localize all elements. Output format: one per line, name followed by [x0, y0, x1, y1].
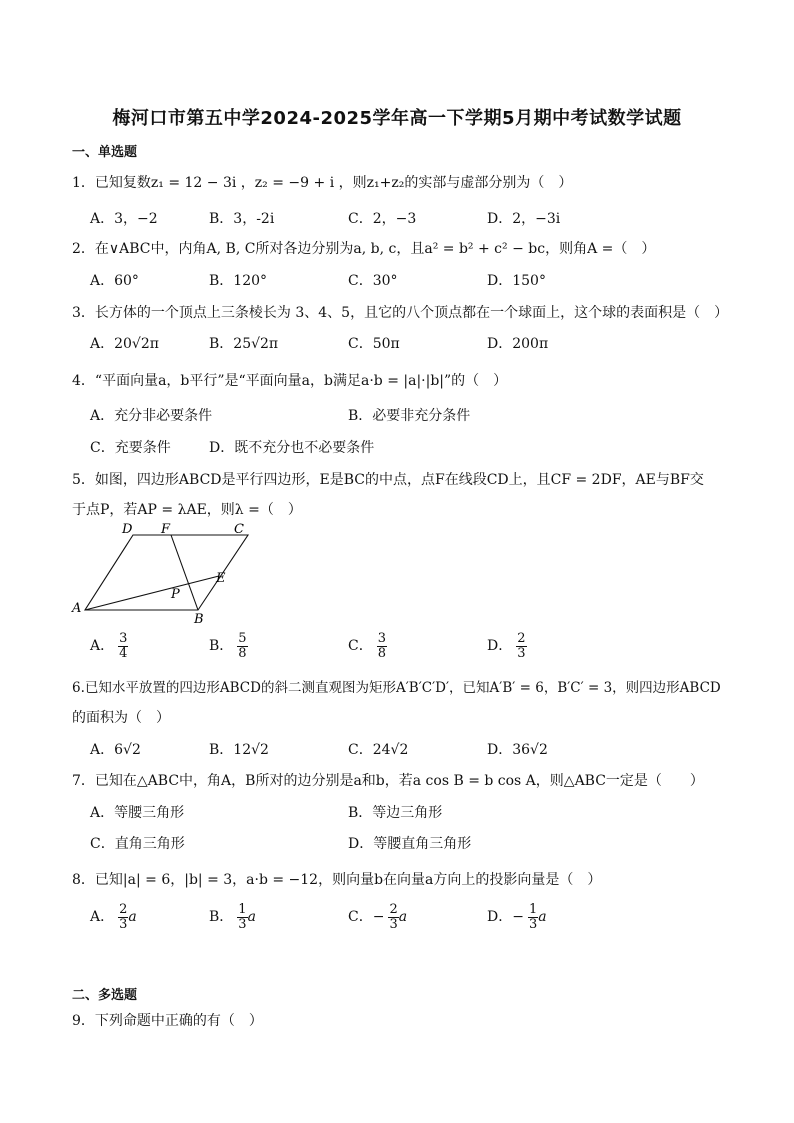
q5-option-d-denominator: 3 — [517, 645, 526, 661]
q4-option-c[interactable]: C．充要条件 — [90, 440, 171, 456]
q5-option-d-fraction — [516, 632, 526, 660]
segment-ae — [85, 576, 219, 610]
q8-option-c-numerator: 2 — [389, 902, 398, 917]
section-heading-multiple-choice: 二、多选题 — [72, 988, 138, 1003]
q5-option-c[interactable] — [348, 632, 387, 660]
q8-option-c-fraction — [388, 903, 398, 931]
q8-option-d-fraction — [528, 903, 538, 931]
q8-option-b-vector: a — [247, 909, 256, 926]
q4-option-d[interactable]: D．既不充分也不必要条件 — [209, 440, 375, 456]
q7-option-a[interactable]: A．等腰三角形 — [90, 805, 185, 821]
q5-option-a-fraction — [118, 632, 128, 660]
q5-option-d-letter: D． — [487, 638, 513, 655]
label-b: B — [194, 612, 204, 626]
question-7-stem: 7．已知在△ABC中，角A，B所对的边分别是a和b，若a cos B = b cos A，则△ABC一定是（ ） — [72, 773, 704, 789]
page-title: 梅河口市第五中学2024-2025学年高一下学期5月期中考试数学试题 — [112, 108, 682, 129]
question-8-stem: 8．已知|a| = 6，|b| = 3，a·b = −12，则向量b在向量a方向上的投影向量是（ ） — [72, 872, 602, 888]
q8-option-d-denominator: 3 — [528, 916, 538, 932]
q8-option-a[interactable] — [90, 903, 137, 931]
q7-option-c[interactable]: C．直角三角形 — [90, 836, 185, 852]
q5-option-a[interactable] — [90, 632, 128, 660]
q8-option-d-numerator: 1 — [528, 902, 538, 917]
q1-option-a[interactable]: A．3，−2 — [90, 211, 158, 227]
q1-option-c[interactable]: C．2，−3 — [348, 211, 417, 227]
q6-option-b[interactable]: B．12√2 — [209, 742, 269, 758]
q4-option-b[interactable]: B．必要非充分条件 — [348, 408, 471, 424]
q8-option-a-numerator: 2 — [119, 902, 128, 917]
q8-option-b-fraction — [237, 903, 247, 931]
q5-option-b[interactable] — [209, 632, 248, 660]
q3-option-b[interactable]: B．25√2π — [209, 336, 279, 352]
q5-option-b-denominator: 8 — [238, 645, 247, 661]
q8-option-c-vector: a — [398, 909, 408, 926]
q8-option-a-letter: A． — [90, 909, 115, 926]
question-3-stem: 3．长方体的一个顶点上三条棱长为 3、4、5，且它的八个顶点都在一个球面上，这个球的表面积是（ ） — [72, 305, 729, 321]
question-5-stem-line-1: 5．如图，四边形ABCD是平行四边形，E是BC的中点，点F在线段CD上，且CF = 2DF，AE与BF交 — [72, 472, 704, 488]
q8-option-d[interactable] — [487, 903, 547, 931]
q2-option-b[interactable]: B．120° — [209, 273, 268, 289]
q7-option-b[interactable]: B．等边三角形 — [348, 805, 443, 821]
q5-option-a-letter: A． — [90, 638, 115, 655]
section-heading-single-choice: 一、单选题 — [72, 145, 138, 160]
q1-option-b[interactable]: B．3，-2i — [209, 211, 275, 227]
q3-option-d[interactable]: D．200π — [487, 336, 549, 352]
label-a: A — [72, 601, 82, 616]
question-5-stem-line-2: 于点P，若AP = λAE，则λ =（ ） — [72, 502, 302, 518]
q2-option-c[interactable]: C．30° — [348, 273, 398, 289]
label-f: F — [161, 522, 171, 537]
q8-option-d-vector: a — [538, 909, 547, 926]
q8-option-d-letter: D．− — [487, 909, 524, 926]
q8-option-c-letter: C．− — [348, 909, 385, 926]
q8-option-a-vector: a — [128, 909, 137, 926]
q6-option-d[interactable]: D．36√2 — [487, 742, 548, 758]
question-2-stem: 2．在∨ABC中，内角A, B, C所对各边分别为a, b, c，且a² = b² + c² − bc，则角A =（ ） — [72, 241, 656, 257]
q5-option-b-letter: B． — [209, 638, 234, 655]
q8-option-b-letter: B． — [209, 909, 234, 926]
label-d: D — [122, 522, 133, 537]
question-6-stem-line-1: 6.已知水平放置的四边形ABCD的斜二测直观图为矩形A′B′C′D′，已知A′B′ = 6，B′C′ = 3，则四边形ABCD — [72, 680, 721, 696]
q8-option-c-denominator: 3 — [389, 916, 398, 932]
q8-option-c[interactable] — [348, 903, 407, 931]
q3-option-a[interactable]: A．20√2π — [90, 336, 159, 352]
q1-option-d[interactable]: D．2，−3i — [487, 211, 561, 227]
question-6-stem-line-2: 的面积为（ ） — [72, 710, 170, 726]
q8-option-b-denominator: 3 — [238, 916, 247, 932]
q8-option-a-denominator: 3 — [119, 916, 128, 932]
q2-option-d[interactable]: D．150° — [487, 273, 546, 289]
question-9-stem: 9．下列命题中正确的有（ ） — [72, 1013, 263, 1029]
q5-option-a-denominator: 4 — [119, 645, 128, 661]
q8-option-b-numerator: 1 — [238, 902, 247, 917]
q5-option-d-numerator: 2 — [517, 631, 526, 646]
q6-option-c[interactable]: C．24√2 — [348, 742, 409, 758]
q5-option-b-fraction — [237, 632, 247, 660]
q4-option-a[interactable]: A．充分非必要条件 — [90, 408, 213, 424]
question-4-stem: 4．“平面向量a，b平行”是“平面向量a，b满足a·b = |a|·|b|”的（ ） — [72, 373, 508, 389]
q3-option-c[interactable]: C．50π — [348, 336, 400, 352]
label-c: C — [234, 522, 244, 537]
q5-option-c-denominator: 8 — [377, 645, 386, 661]
q6-option-a[interactable]: A．6√2 — [90, 742, 141, 758]
label-p: P — [171, 587, 180, 602]
q8-option-b[interactable] — [209, 903, 256, 931]
q7-option-d[interactable]: D．等腰直角三角形 — [348, 836, 472, 852]
parallelogram-figure — [70, 522, 260, 626]
question-1-stem: 1．已知复数z₁ = 12 − 3i ，z₂ = −9 + i ，则z₁+z₂的实部与虚部分别为（ ） — [72, 175, 573, 191]
q5-option-c-letter: C． — [348, 638, 373, 655]
q8-option-a-fraction — [118, 903, 128, 931]
label-e: E — [216, 571, 226, 586]
q5-option-c-fraction — [377, 632, 387, 660]
q5-option-b-numerator: 5 — [238, 631, 247, 646]
q5-option-a-numerator: 3 — [119, 631, 128, 646]
q5-option-d[interactable] — [487, 632, 527, 660]
q5-option-c-numerator: 3 — [377, 631, 386, 646]
q2-option-a[interactable]: A．60° — [90, 273, 139, 289]
